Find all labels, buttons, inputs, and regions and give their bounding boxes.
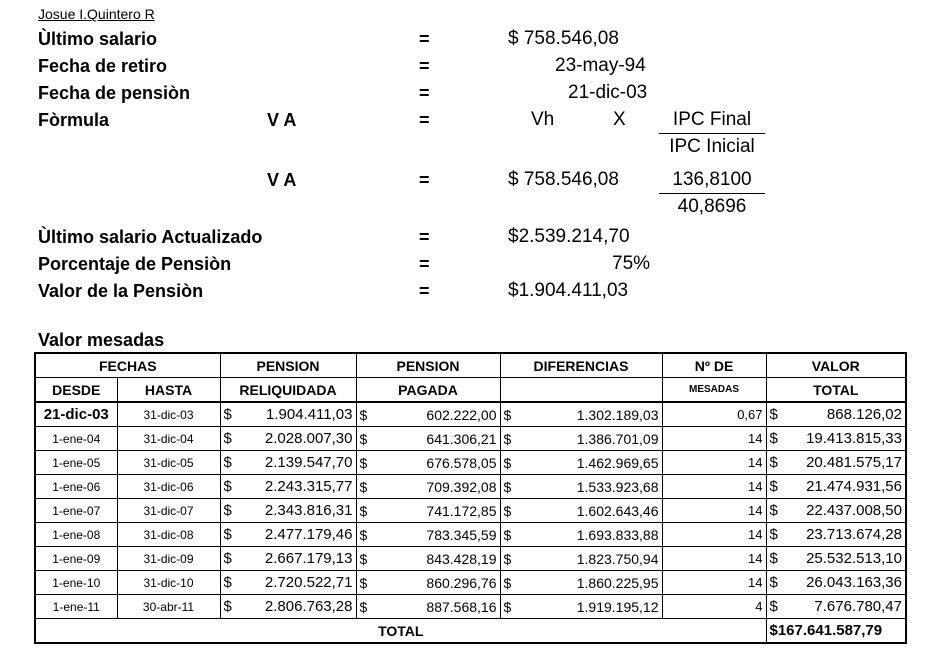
actualizado-label: Ùltimo salario Actualizado [38,227,263,247]
currency-sign: $ [503,430,512,447]
currency-sign: $ [503,598,512,615]
equals-sign: = [419,281,430,301]
table-row [35,427,906,451]
header-pension-reliquidada: PENSION [220,353,356,378]
cell-pagada [356,595,500,619]
grand-total-value: $167.641.587,79 [766,619,906,644]
cell-reliquidada [220,475,356,499]
cell-hasta [117,571,220,595]
currency-sign: $ [503,526,512,543]
hasta-value: 31-dic-03 [143,407,194,422]
currency-sign: $ [223,478,232,495]
desde-value: 1-ene-08 [52,527,101,542]
header-pension-pagada: PENSION [356,353,500,378]
diferencia-value: 1.823.750,94 [576,550,659,567]
cell-total [766,595,906,619]
reliquidada-value: 2.243.315,77 [264,478,353,495]
diferencia-value: 1.602.643,46 [576,502,659,519]
header-empty [500,378,662,403]
currency-sign: $ [769,598,778,615]
va-label: V A [267,170,297,190]
header-desde: DESDE [35,378,117,403]
cell-total [766,427,906,451]
mesadas-value: 4 [755,599,763,614]
currency-sign: $ [359,502,368,519]
currency-sign: $ [503,550,512,567]
currency-sign: $ [503,406,512,423]
reliquidada-value: 2.343.816,31 [264,502,353,519]
cell-mesadas [662,595,766,619]
currency-sign: $ [769,502,778,519]
desde-value: 1-ene-07 [52,503,101,518]
fecha-pension-label: Fecha de pensiòn [38,83,191,103]
fraction-line [659,193,765,194]
cell-pagada [356,499,500,523]
desde-value: 1-ene-09 [52,551,101,566]
cell-reliquidada [220,595,356,619]
total-value: 19.413.815,33 [806,430,902,447]
vh-label: Vh [531,109,555,130]
header-valor: VALOR [766,353,906,378]
hasta-value: 31-dic-08 [143,527,194,542]
cell-total [766,451,906,475]
ultimo-salario-value: $ 758.546,08 [508,28,619,49]
cell-hasta [117,451,220,475]
total-value: 868.126,02 [826,406,902,423]
header-mesadas: MESADAS [662,378,766,403]
fecha-retiro-value: 23-may-94 [555,55,646,76]
table-row [35,595,906,619]
cell-pagada [356,451,500,475]
cell-hasta [117,547,220,571]
cell-diferencia [500,595,662,619]
cell-desde [35,499,117,523]
cell-pagada [356,547,500,571]
total-label: TOTAL [35,619,766,644]
desde-value: 1-ene-10 [52,575,101,590]
cell-total [766,571,906,595]
currency-sign: $ [359,406,368,423]
currency-sign: $ [223,430,232,447]
currency-sign: $ [769,454,778,471]
cell-diferencia [500,499,662,523]
diferencia-value: 1.693.833,88 [576,526,659,543]
reliquidada-value: 2.139.547,70 [264,454,353,471]
currency-sign: $ [359,574,368,591]
equals-sign: = [419,29,430,49]
cell-hasta [117,475,220,499]
hasta-value: 30-abr-11 [142,599,195,614]
cell-total [766,402,906,427]
table-row [35,499,906,523]
cell-hasta [117,427,220,451]
reliquidada-value: 2.667.179,13 [264,550,353,567]
cell-mesadas [662,402,766,427]
currency-sign: $ [223,502,232,519]
desde-value: 1-ene-04 [52,431,101,446]
total-value: 7.676.780,47 [814,598,902,615]
mesadas-value: 0,67 [737,407,763,422]
ipc-inicial-value: 40,8696 [677,196,747,217]
currency-sign: $ [503,502,512,519]
currency-sign: $ [359,454,368,471]
hasta-value: 31-dic-10 [143,575,194,590]
mesadas-value: 14 [748,551,763,566]
currency-sign: $ [223,526,232,543]
hasta-value: 31-dic-07 [143,503,194,518]
cell-desde [35,523,117,547]
author-name: Josue I.Quintero R [38,6,155,22]
cell-total [766,475,906,499]
equals-sign: = [419,254,430,274]
pagada-value: 709.392,08 [426,478,497,495]
cell-desde [35,547,117,571]
reliquidada-value: 2.806.763,28 [264,598,353,615]
currency-sign: $ [503,454,512,471]
cell-mesadas [662,427,766,451]
cell-mesadas [662,451,766,475]
cell-diferencia [500,402,662,427]
fraction-line [659,133,765,134]
currency-sign: $ [223,406,232,423]
cell-desde [35,451,117,475]
cell-mesadas [662,523,766,547]
mesadas-value: 14 [748,455,763,470]
porcentaje-value: 75% [612,253,651,274]
valor-pension-value: $1.904.411,03 [508,280,629,301]
currency-sign: $ [359,550,368,567]
cell-hasta [117,595,220,619]
cell-diferencia [500,451,662,475]
currency-sign: $ [769,574,778,591]
currency-sign: $ [223,598,232,615]
hasta-value: 31-dic-06 [143,479,194,494]
total-value: 25.532.513,10 [806,550,902,567]
total-value: 23.713.674,28 [806,526,902,543]
subheader-row [35,378,906,403]
cell-reliquidada [220,402,356,427]
table-row [35,547,906,571]
cell-desde [35,571,117,595]
table-row [35,402,906,427]
cell-desde [35,402,117,427]
cell-hasta [117,499,220,523]
pagada-value: 860.296,76 [426,574,497,591]
va-label: V A [267,110,297,130]
mesadas-value: 14 [748,479,763,494]
cell-hasta [117,402,220,427]
header-pagada: PAGADA [356,378,500,403]
total-value: 20.481.575,17 [806,454,902,471]
reliquidada-value: 1.904.411,03 [266,406,353,423]
ipc-inicial-label: IPC Inicial [669,136,755,157]
pagada-value: 843.428,19 [426,550,497,567]
cell-diferencia [500,475,662,499]
mesadas-value: 14 [748,575,763,590]
header-diferencias: DIFERENCIAS [500,353,662,378]
cell-hasta [117,523,220,547]
equals-sign: = [419,56,430,76]
diferencia-value: 1.462.969,65 [576,454,659,471]
total-row [35,619,906,644]
ultimo-salario-label: Ùltimo salario [38,29,158,49]
diferencia-value: 1.533.923,68 [576,478,659,495]
mesadas-value: 14 [748,527,763,542]
currency-sign: $ [359,430,368,447]
header-total: TOTAL [766,378,906,403]
cell-reliquidada [220,427,356,451]
cell-diferencia [500,523,662,547]
cell-pagada [356,571,500,595]
desde-value: 1-ene-06 [52,479,101,494]
cell-reliquidada [220,499,356,523]
diferencia-value: 1.302.189,03 [576,406,659,423]
currency-sign: $ [769,406,778,423]
va-value: $ 758.546,08 [508,169,619,190]
cell-reliquidada [220,523,356,547]
pagada-value: 783.345,59 [426,526,497,543]
cell-desde [35,475,117,499]
cell-diferencia [500,547,662,571]
currency-sign: $ [769,430,778,447]
mesadas-value: 14 [748,503,763,518]
hasta-value: 31-dic-09 [143,551,194,566]
currency-sign: $ [359,598,368,615]
currency-sign: $ [223,454,232,471]
cell-mesadas [662,475,766,499]
cell-desde [35,427,117,451]
table-row [35,451,906,475]
hasta-value: 31-dic-04 [143,431,194,446]
ipc-final-label: IPC Final [672,109,752,130]
cell-pagada [356,475,500,499]
cell-desde [35,595,117,619]
cell-mesadas [662,571,766,595]
header-hasta: HASTA [117,378,220,403]
cell-reliquidada [220,547,356,571]
total-value: 26.043.163,36 [806,574,902,591]
currency-sign: $ [769,478,778,495]
table-row [35,475,906,499]
pagada-value: 887.568,16 [426,598,497,615]
cell-total [766,499,906,523]
diferencia-value: 1.860.225,95 [576,574,659,591]
header-numero: Nº DE [662,353,766,378]
multiply-label: X [613,109,626,130]
mesadas-table [34,352,907,644]
equals-sign: = [419,227,430,247]
header-fechas: FECHAS [35,353,220,378]
pagada-value: 676.578,05 [426,454,497,471]
desde-value: 21-dic-03 [43,406,109,423]
cell-diferencia [500,427,662,451]
cell-total [766,523,906,547]
currency-sign: $ [359,478,368,495]
cell-diferencia [500,571,662,595]
total-value: 22.437.008,50 [806,502,902,519]
diferencia-value: 1.386.701,09 [576,430,659,447]
equals-sign: = [419,110,430,130]
hasta-value: 31-dic-05 [143,455,194,470]
mesadas-value: 14 [748,431,763,446]
cell-mesadas [662,547,766,571]
currency-sign: $ [359,526,368,543]
currency-sign: $ [503,574,512,591]
cell-mesadas [662,499,766,523]
pagada-value: 741.172,85 [426,502,497,519]
table-row [35,523,906,547]
cell-pagada [356,523,500,547]
reliquidada-value: 2.028.007,30 [264,430,353,447]
porcentaje-label: Porcentaje de Pensiòn [38,254,232,274]
section-title: Valor mesadas [38,330,165,350]
cell-pagada [356,402,500,427]
cell-pagada [356,427,500,451]
header-row [35,353,906,378]
table-row [35,571,906,595]
pagada-value: 641.306,21 [426,430,497,447]
pagada-value: 602.222,00 [426,406,497,423]
equals-sign: = [419,83,430,103]
cell-total [766,547,906,571]
header-reliquidada: RELIQUIDADA [220,378,356,403]
cell-reliquidada [220,451,356,475]
diferencia-value: 1.919.195,12 [576,598,659,615]
currency-sign: $ [769,550,778,567]
currency-sign: $ [769,526,778,543]
reliquidada-value: 2.720.522,71 [264,574,353,591]
valor-pension-label: Valor de la Pensiòn [38,281,204,301]
fecha-retiro-label: Fecha de retiro [38,56,168,76]
desde-value: 1-ene-05 [52,455,101,470]
cell-reliquidada [220,571,356,595]
currency-sign: $ [503,478,512,495]
desde-value: 1-ene-11 [52,599,100,614]
reliquidada-value: 2.477.179,46 [264,526,353,543]
ipc-final-value: 136,8100 [672,169,752,190]
currency-sign: $ [223,574,232,591]
actualizado-value: $2.539.214,70 [508,226,630,247]
formula-label: Fòrmula [38,110,110,130]
fecha-pension-value: 21-dic-03 [568,82,648,103]
total-value: 21.474.931,56 [806,478,902,495]
equals-sign: = [419,170,430,190]
currency-sign: $ [223,550,232,567]
